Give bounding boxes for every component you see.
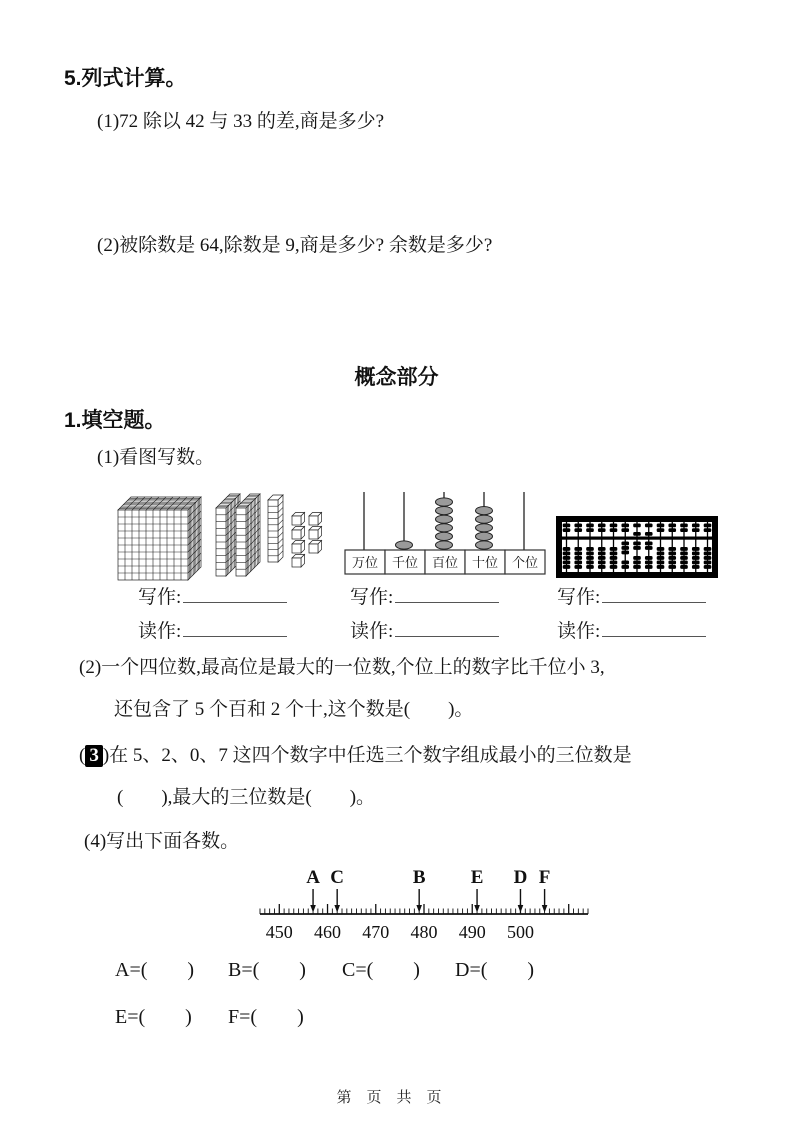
item4-label: (4)写出下面各数。 — [84, 831, 240, 852]
write-label: 写作: — [138, 587, 182, 608]
write-field-1 — [138, 582, 287, 611]
item3-paren-open: ( — [79, 745, 86, 766]
read-label: 读作: — [557, 621, 601, 642]
answer-e: E=( ) — [115, 1006, 192, 1028]
item2-line1: (2)一个四位数,最高位是最大的一位数,个位上的数字比千位小 3, — [79, 657, 605, 678]
write-label: 写作: — [350, 587, 394, 608]
write-field-3 — [557, 582, 706, 611]
read-label: 读作: — [138, 621, 182, 642]
read-blank-3 — [602, 616, 706, 637]
abacus-figure — [556, 516, 718, 578]
answer-b: B=( ) — [228, 959, 306, 981]
item3-text: )在 5、2、0、7 这四个数字中任选三个数字组成最小的三位数是 — [102, 745, 632, 766]
svg-text:490: 490 — [458, 922, 486, 942]
read-label: 读作: — [350, 621, 394, 642]
answer-a: A=( ) — [115, 959, 195, 981]
svg-text:D: D — [513, 867, 528, 888]
svg-text:十位: 十位 — [471, 555, 499, 570]
svg-text:450: 450 — [265, 922, 293, 942]
item2-line2: 还包含了 5 个百和 2 个十,这个数是( )。 — [114, 699, 474, 720]
item3-line2: ( ),最大的三位数是( )。 — [117, 787, 376, 808]
answer-c: C=( ) — [342, 959, 420, 981]
answer-d: D=( ) — [455, 959, 535, 981]
svg-text:E: E — [470, 867, 484, 888]
write-blank-1 — [183, 582, 287, 603]
base-ten-blocks-figure — [116, 486, 340, 586]
write-field-2 — [350, 582, 499, 611]
svg-text:460: 460 — [314, 922, 342, 942]
svg-text:千位: 千位 — [391, 555, 419, 570]
section5-question-2: (2)被除数是 64,除数是 9,商是多少? 余数是多少? — [97, 235, 493, 256]
concept-heading: 概念部分 — [354, 366, 439, 389]
read-blank-1 — [183, 616, 287, 637]
svg-text:A: A — [306, 867, 320, 888]
number-line-figure — [254, 854, 594, 948]
section5-title: 5.列式计算。 — [64, 67, 187, 90]
read-blank-2 — [395, 616, 499, 637]
section5-question-1: (1)72 除以 42 与 33 的差,商是多少? — [97, 111, 385, 132]
item3-line1 — [79, 744, 632, 769]
svg-text:B: B — [412, 867, 426, 888]
write-blank-3 — [602, 582, 706, 603]
read-field-2 — [350, 616, 499, 645]
write-blank-2 — [395, 582, 499, 603]
svg-text:F: F — [538, 867, 551, 888]
answer-f: F=( ) — [228, 1006, 304, 1028]
item3-number-badge: 3 — [85, 745, 103, 767]
svg-text:470: 470 — [362, 922, 390, 942]
read-field-1 — [138, 616, 287, 645]
svg-text:500: 500 — [506, 922, 534, 942]
svg-text:万位: 万位 — [351, 555, 379, 570]
read-field-3 — [557, 616, 706, 645]
item1-label: (1)看图写数。 — [97, 447, 215, 468]
svg-text:480: 480 — [410, 922, 438, 942]
fill-in-blanks-title: 1.填空题。 — [64, 409, 166, 432]
page-footer: 第页共页 — [336, 1089, 457, 1106]
place-value-counter-figure — [344, 486, 546, 578]
svg-text:百位: 百位 — [431, 555, 459, 570]
svg-text:个位: 个位 — [511, 555, 539, 570]
write-label: 写作: — [557, 587, 601, 608]
svg-text:C: C — [330, 867, 345, 888]
